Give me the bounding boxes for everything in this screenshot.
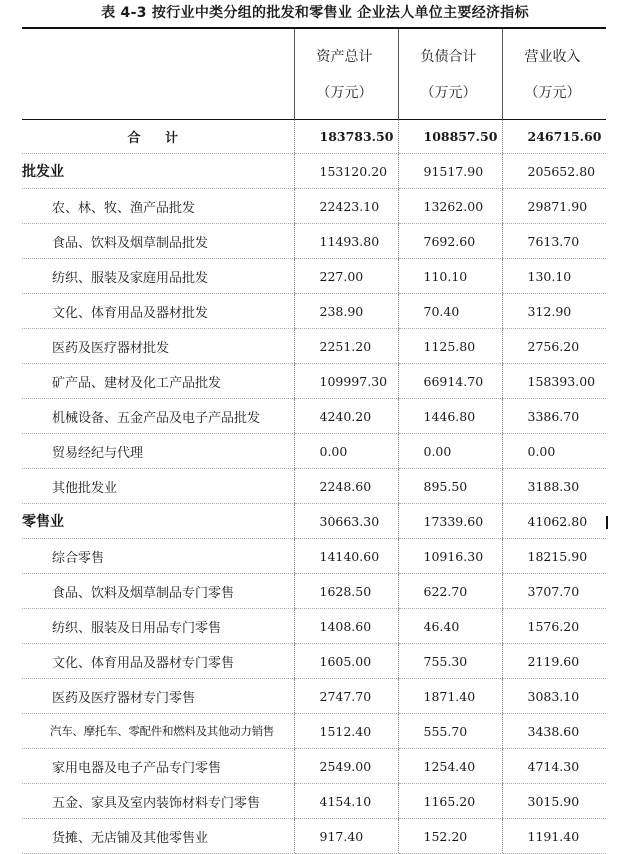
assets-value: 109997.30 xyxy=(294,364,398,399)
header-revenue-name: 营业收入 xyxy=(524,49,581,65)
row-label: 农、林、牧、渔产品批发 xyxy=(22,189,294,224)
revenue-value: 29871.90 xyxy=(502,189,606,224)
table-row xyxy=(22,749,606,784)
revenue-value: 2119.60 xyxy=(502,644,606,679)
table-row xyxy=(22,609,606,644)
row-label: 贸易经纪与代理 xyxy=(22,434,294,469)
revenue-value: 3083.10 xyxy=(502,679,606,714)
row-label: 合 计 xyxy=(22,120,294,154)
header-revenue xyxy=(502,28,606,120)
row-label: 医药及医疗器材批发 xyxy=(22,329,294,364)
table-row xyxy=(22,434,606,469)
assets-value: 22423.10 xyxy=(294,189,398,224)
liabilities-value: 13262.00 xyxy=(398,189,502,224)
header-assets xyxy=(294,28,398,120)
assets-value: 238.90 xyxy=(294,294,398,329)
header-liabilities-name: 负债合计 xyxy=(420,49,477,65)
table-row xyxy=(22,819,606,854)
table-row xyxy=(22,399,606,434)
table-row xyxy=(22,574,606,609)
table-body xyxy=(22,120,606,854)
assets-value: 1628.50 xyxy=(294,574,398,609)
table-row xyxy=(22,714,606,749)
liabilities-value: 1125.80 xyxy=(398,329,502,364)
assets-value: 30663.30 xyxy=(294,504,398,539)
assets-value: 0.00 xyxy=(294,434,398,469)
table-row-section xyxy=(22,504,606,539)
table-header xyxy=(22,28,606,120)
header-blank-cell xyxy=(22,28,294,120)
table-row xyxy=(22,294,606,329)
statistics-table xyxy=(22,27,606,854)
row-label: 食品、饮料及烟草制品批发 xyxy=(22,224,294,259)
revenue-value: 312.90 xyxy=(502,294,606,329)
liabilities-value: 622.70 xyxy=(398,574,502,609)
revenue-value: 3015.90 xyxy=(502,784,606,819)
row-label: 文化、体育用品及器材专门零售 xyxy=(22,644,294,679)
revenue-value: 0.00 xyxy=(502,434,606,469)
header-assets-name: 资产总计 xyxy=(316,49,373,65)
liabilities-value: 17339.60 xyxy=(398,504,502,539)
row-label: 综合零售 xyxy=(22,539,294,574)
assets-value: 2747.70 xyxy=(294,679,398,714)
revenue-value: 2756.20 xyxy=(502,329,606,364)
header-liabilities xyxy=(398,28,502,120)
liabilities-value: 1254.40 xyxy=(398,749,502,784)
table-row xyxy=(22,539,606,574)
assets-value: 2251.20 xyxy=(294,329,398,364)
assets-value: 4240.20 xyxy=(294,399,398,434)
table-row xyxy=(22,259,606,294)
row-label: 机械设备、五金产品及电子产品批发 xyxy=(22,399,294,434)
liabilities-value: 0.00 xyxy=(398,434,502,469)
statistics-table-container xyxy=(22,27,606,854)
revenue-value: 1576.20 xyxy=(502,609,606,644)
revenue-value: 246715.60 xyxy=(502,120,606,154)
assets-value: 227.00 xyxy=(294,259,398,294)
text-cursor-mark xyxy=(606,516,608,529)
revenue-value: 41062.80 xyxy=(502,504,606,539)
liabilities-value: 46.40 xyxy=(398,609,502,644)
liabilities-value: 1446.80 xyxy=(398,399,502,434)
table-row xyxy=(22,224,606,259)
liabilities-value: 755.30 xyxy=(398,644,502,679)
row-label: 医药及医疗器材专门零售 xyxy=(22,679,294,714)
header-revenue-unit: （万元） xyxy=(524,85,581,101)
liabilities-value: 70.40 xyxy=(398,294,502,329)
revenue-value: 3188.30 xyxy=(502,469,606,504)
revenue-value: 3707.70 xyxy=(502,574,606,609)
table-row-total xyxy=(22,120,606,154)
assets-value: 917.40 xyxy=(294,819,398,854)
row-label: 汽车、摩托车、零配件和燃料及其他动力销售 xyxy=(22,714,294,749)
assets-value: 153120.20 xyxy=(294,154,398,189)
table-title: 表 4-3 按行业中类分组的批发和零售业 企业法人单位主要经济指标 xyxy=(101,5,529,21)
assets-value: 183783.50 xyxy=(294,120,398,154)
row-label: 纺织、服装及家庭用品批发 xyxy=(22,259,294,294)
row-label: 家用电器及电子产品专门零售 xyxy=(22,749,294,784)
revenue-value: 3438.60 xyxy=(502,714,606,749)
table-row xyxy=(22,189,606,224)
liabilities-value: 91517.90 xyxy=(398,154,502,189)
assets-value: 2248.60 xyxy=(294,469,398,504)
liabilities-value: 66914.70 xyxy=(398,364,502,399)
assets-value: 1408.60 xyxy=(294,609,398,644)
header-liabilities-unit: （万元） xyxy=(420,85,477,101)
liabilities-value: 1165.20 xyxy=(398,784,502,819)
row-label: 其他批发业 xyxy=(22,469,294,504)
table-row xyxy=(22,679,606,714)
revenue-value: 205652.80 xyxy=(502,154,606,189)
assets-value: 1512.40 xyxy=(294,714,398,749)
table-row xyxy=(22,469,606,504)
liabilities-value: 108857.50 xyxy=(398,120,502,154)
liabilities-value: 1871.40 xyxy=(398,679,502,714)
row-label: 文化、体育用品及器材批发 xyxy=(22,294,294,329)
liabilities-value: 10916.30 xyxy=(398,539,502,574)
table-row xyxy=(22,644,606,679)
assets-value: 1605.00 xyxy=(294,644,398,679)
revenue-value: 3386.70 xyxy=(502,399,606,434)
row-label: 零售业 xyxy=(22,504,294,539)
liabilities-value: 110.10 xyxy=(398,259,502,294)
row-label: 矿产品、建材及化工产品批发 xyxy=(22,364,294,399)
liabilities-value: 7692.60 xyxy=(398,224,502,259)
assets-value: 14140.60 xyxy=(294,539,398,574)
row-label: 食品、饮料及烟草制品专门零售 xyxy=(22,574,294,609)
revenue-value: 4714.30 xyxy=(502,749,606,784)
assets-value: 4154.10 xyxy=(294,784,398,819)
assets-value: 2549.00 xyxy=(294,749,398,784)
revenue-value: 158393.00 xyxy=(502,364,606,399)
row-label: 批发业 xyxy=(22,154,294,189)
revenue-value: 1191.40 xyxy=(502,819,606,854)
table-row xyxy=(22,784,606,819)
row-label: 五金、家具及室内装饰材料专门零售 xyxy=(22,784,294,819)
liabilities-value: 152.20 xyxy=(398,819,502,854)
revenue-value: 130.10 xyxy=(502,259,606,294)
liabilities-value: 555.70 xyxy=(398,714,502,749)
table-row xyxy=(22,364,606,399)
assets-value: 11493.80 xyxy=(294,224,398,259)
liabilities-value: 895.50 xyxy=(398,469,502,504)
revenue-value: 7613.70 xyxy=(502,224,606,259)
row-label: 纺织、服装及日用品专门零售 xyxy=(22,609,294,644)
row-label: 货摊、无店铺及其他零售业 xyxy=(22,819,294,854)
table-row-section xyxy=(22,154,606,189)
header-assets-unit: （万元） xyxy=(316,85,373,101)
revenue-value: 18215.90 xyxy=(502,539,606,574)
table-row xyxy=(22,329,606,364)
